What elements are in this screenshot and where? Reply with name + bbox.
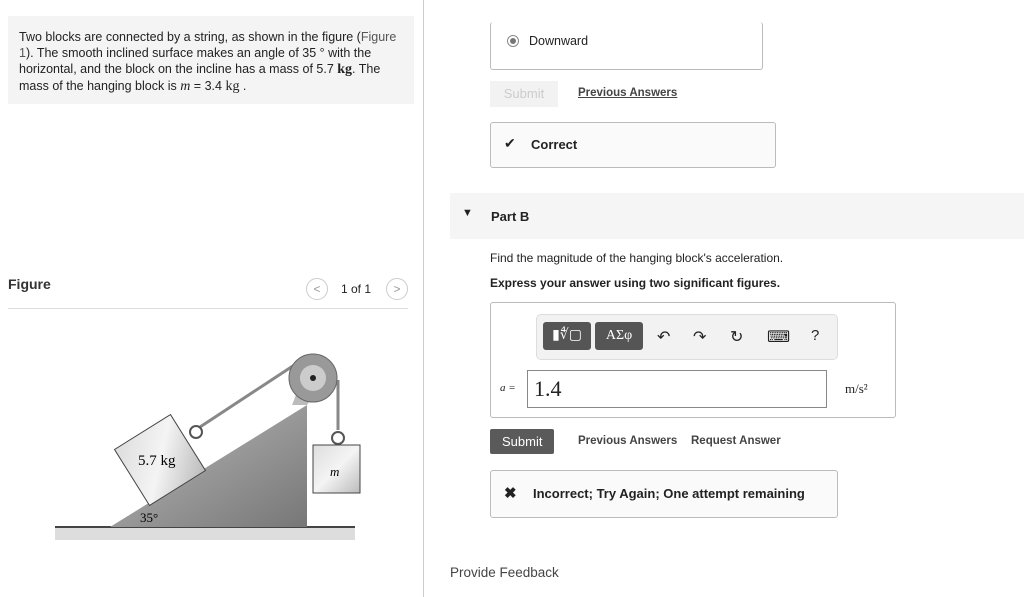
figure-divider — [8, 308, 408, 309]
problem-statement: Two blocks are connected by a string, as shown in the figure (Figure 1). The smooth inclined surface makes an angle of 35 ° with the horizontal, and the block on the incline has a mass of 5.7 kg. The mass of the hanging block is m = 3.4 kg . — [8, 16, 414, 104]
partB-submit-button[interactable]: Submit — [490, 429, 554, 454]
math-toolbar — [536, 314, 838, 360]
partB-header[interactable]: ▼ Part B — [450, 193, 1024, 239]
next-figure-button[interactable]: > — [386, 278, 408, 300]
svg-text:5.7 kg: 5.7 kg — [138, 453, 176, 469]
partA-options: Downward — [490, 22, 763, 70]
redo-icon[interactable]: ↷ — [693, 329, 707, 346]
caret-down-icon: ▼ — [462, 207, 473, 219]
keyboard-icon[interactable]: ⌨ — [767, 329, 791, 346]
figure-pager: 1 of 1 — [341, 282, 372, 296]
templates-button[interactable]: ▮∜▢ — [543, 322, 591, 350]
partB-previous-answers[interactable]: Previous Answers — [578, 435, 678, 447]
partB-feedback: ✖ Incorrect; Try Again; One attempt remaining — [490, 470, 838, 518]
eye-bolt — [190, 426, 202, 438]
svg-text:35°: 35° — [140, 510, 159, 525]
radio-downward[interactable] — [507, 35, 519, 47]
help-icon[interactable]: ? — [811, 327, 820, 344]
partA-submit-button[interactable]: Submit — [490, 81, 558, 107]
reset-icon[interactable]: ↻ — [730, 329, 744, 346]
answer-box: ▮∜▢ ΑΣφ ↶ ↷ ↻ ⌨ ? a = 1.4 m/s² — [490, 302, 896, 418]
provide-feedback-link[interactable]: Provide Feedback — [450, 565, 559, 580]
answer-input[interactable]: 1.4 — [527, 370, 827, 408]
request-answer-link[interactable]: Request Answer — [691, 435, 781, 447]
x-icon: ✖ — [504, 485, 517, 502]
check-icon: ✔ — [504, 135, 516, 151]
svg-text:m: m — [330, 464, 340, 479]
partA-feedback: ✔ Correct — [490, 122, 776, 168]
ground-shadow — [55, 526, 355, 540]
prev-figure-button[interactable]: < — [306, 278, 328, 300]
figure-link[interactable]: Figure 1 — [19, 30, 397, 60]
figure-title: Figure — [8, 276, 51, 292]
panel-divider — [423, 0, 424, 597]
greek-button[interactable]: ΑΣφ — [595, 322, 643, 350]
partA-previous-answers[interactable]: Previous Answers — [578, 87, 678, 99]
incline-figure — [0, 330, 420, 550]
undo-icon[interactable]: ↶ — [657, 329, 671, 346]
